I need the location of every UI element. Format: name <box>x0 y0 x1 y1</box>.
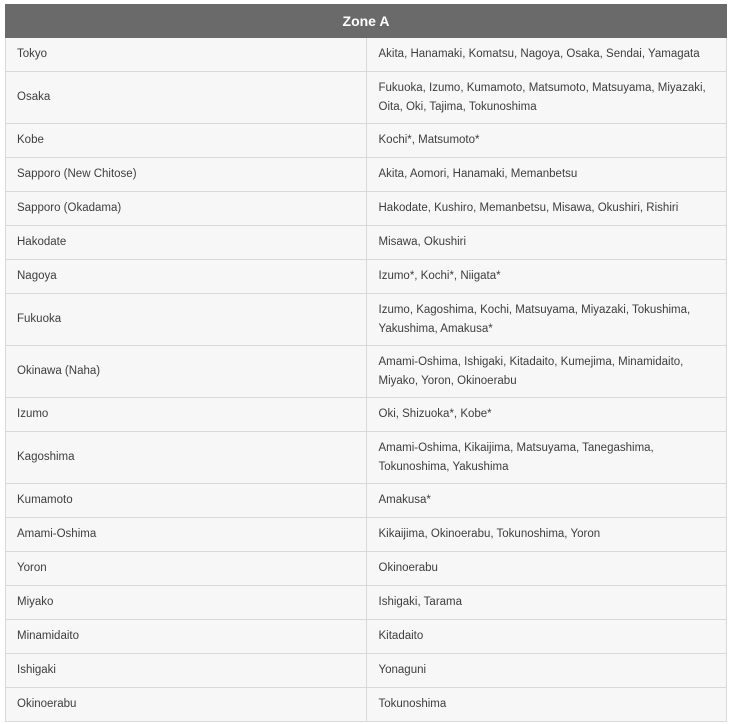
origin-airport-cell: Tokyo <box>6 38 367 72</box>
destination-airports-cell: Kitadaito <box>366 620 727 654</box>
origin-airport-cell: Fukuoka <box>6 294 367 346</box>
origin-airport-cell: Nagoya <box>6 260 367 294</box>
table-row <box>6 432 727 484</box>
origin-airport-cell: Kumamoto <box>6 484 367 518</box>
origin-airport-cell: Miyako <box>6 586 367 620</box>
table-row <box>6 518 727 552</box>
destination-airports-cell: Izumo*, Kochi*, Niigata* <box>366 260 727 294</box>
table-row <box>6 586 727 620</box>
table-row <box>6 226 727 260</box>
zone-table-container <box>5 4 727 722</box>
destination-airports-cell: Amami-Oshima, Ishigaki, Kitadaito, Kumejima, Minamidaito, Miyako, Yoron, Okinoerabu <box>366 346 727 398</box>
origin-airport-cell: Amami-Oshima <box>6 518 367 552</box>
destination-airports-cell: Ishigaki, Tarama <box>366 586 727 620</box>
table-row <box>6 38 727 72</box>
table-header-row <box>6 5 727 38</box>
destination-airports-cell: Okinoerabu <box>366 552 727 586</box>
table-row <box>6 72 727 124</box>
origin-airport-cell: Izumo <box>6 398 367 432</box>
destination-airports-cell: Misawa, Okushiri <box>366 226 727 260</box>
destination-airports-cell: Akita, Aomori, Hanamaki, Memanbetsu <box>366 158 727 192</box>
table-body <box>6 38 727 722</box>
table-row <box>6 158 727 192</box>
zone-a-table <box>5 4 727 722</box>
table-row <box>6 552 727 586</box>
origin-airport-cell: Yoron <box>6 552 367 586</box>
origin-airport-cell: Minamidaito <box>6 620 367 654</box>
table-row <box>6 398 727 432</box>
table-row <box>6 260 727 294</box>
destination-airports-cell: Hakodate, Kushiro, Memanbetsu, Misawa, Okushiri, Rishiri <box>366 192 727 226</box>
table-row <box>6 346 727 398</box>
destination-airports-cell: Yonaguni <box>366 654 727 688</box>
origin-airport-cell: Hakodate <box>6 226 367 260</box>
origin-airport-cell: Okinoerabu <box>6 688 367 722</box>
table-row <box>6 192 727 226</box>
table-row <box>6 654 727 688</box>
table-row <box>6 688 727 722</box>
destination-airports-cell: Oki, Shizuoka*, Kobe* <box>366 398 727 432</box>
destination-airports-cell: Akita, Hanamaki, Komatsu, Nagoya, Osaka, Sendai, Yamagata <box>366 38 727 72</box>
table-row <box>6 124 727 158</box>
destination-airports-cell: Amami-Oshima, Kikaijima, Matsuyama, Tanegashima, Tokunoshima, Yakushima <box>366 432 727 484</box>
destination-airports-cell: Izumo, Kagoshima, Kochi, Matsuyama, Miyazaki, Tokushima, Yakushima, Amakusa* <box>366 294 727 346</box>
origin-airport-cell: Sapporo (New Chitose) <box>6 158 367 192</box>
origin-airport-cell: Ishigaki <box>6 654 367 688</box>
table-row <box>6 294 727 346</box>
table-row <box>6 620 727 654</box>
table-header-zone-a: Zone A <box>6 5 727 38</box>
destination-airports-cell: Kikaijima, Okinoerabu, Tokunoshima, Yoron <box>366 518 727 552</box>
destination-airports-cell: Amakusa* <box>366 484 727 518</box>
origin-airport-cell: Okinawa (Naha) <box>6 346 367 398</box>
origin-airport-cell: Kobe <box>6 124 367 158</box>
table-row <box>6 484 727 518</box>
origin-airport-cell: Osaka <box>6 72 367 124</box>
origin-airport-cell: Kagoshima <box>6 432 367 484</box>
destination-airports-cell: Kochi*, Matsumoto* <box>366 124 727 158</box>
destination-airports-cell: Tokunoshima <box>366 688 727 722</box>
origin-airport-cell: Sapporo (Okadama) <box>6 192 367 226</box>
destination-airports-cell: Fukuoka, Izumo, Kumamoto, Matsumoto, Matsuyama, Miyazaki, Oita, Oki, Tajima, Tokunoshima <box>366 72 727 124</box>
